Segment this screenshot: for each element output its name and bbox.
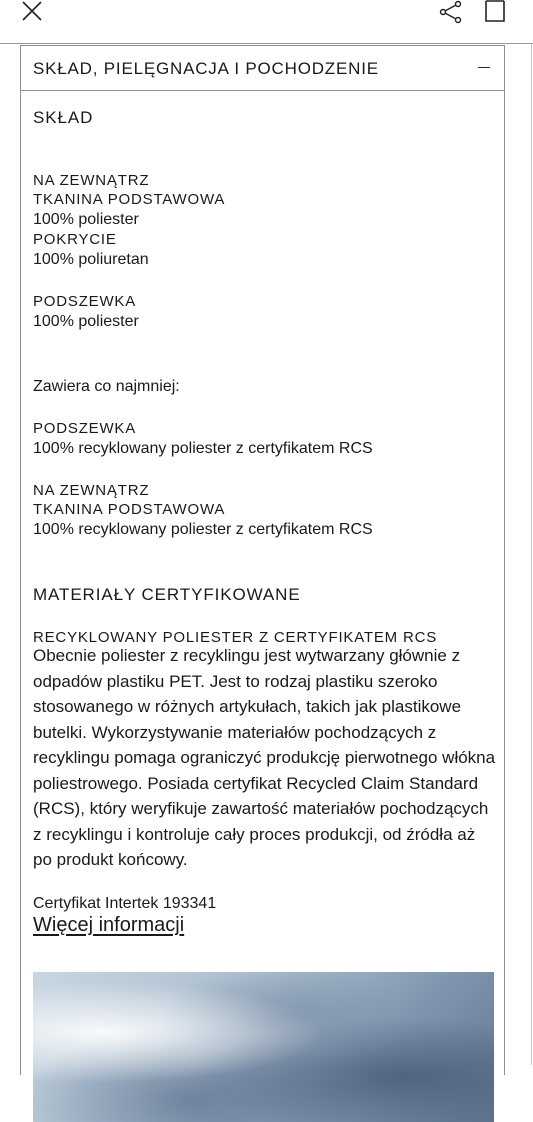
certified-heading: MATERIAŁY CERTYFIKOWANE <box>33 585 301 604</box>
coating-value: 100% poliuretan <box>33 251 149 268</box>
close-icon[interactable] <box>20 0 44 24</box>
minus-icon[interactable] <box>478 67 490 68</box>
recycled-material-image <box>33 972 494 1122</box>
min-lining-label: PODSZEWKA <box>33 420 137 437</box>
min-base-fabric-label: TKANINA PODSTAWOWA <box>33 501 226 518</box>
certified-sub-heading: RECYKLOWANY POLIESTER Z CERTYFIKATEM RCS <box>33 629 438 646</box>
min-base-fabric-value: 100% recyklowany poliester z certyfikatem RCS <box>33 521 373 538</box>
composition-heading: SKŁAD <box>33 108 94 127</box>
certified-description: Obecnie poliester z recyklingu jest wytwarzany głównie z odpadów plastiku PET. Jest to rodzaj plastiku szeroko stosowanego w różnych artykułach, takich jak plastikowe butelki. Wykorzystywanie materiałów pochodzących z recyklingu pomaga ograniczyć produkcję pierwotnego włókna poliestrowego. Posiada certyfikat Recycled Claim Standard (RCS), który weryfikuje zawartość materiałów pochodzących z recyklingu i kontroluje cały proces produkcji, od źródła aż po produkt końcowy. <box>33 646 496 869</box>
min-outer-label: NA ZEWNĄTRZ <box>33 482 150 499</box>
lining-value: 100% poliester <box>33 313 139 330</box>
outer-label: NA ZEWNĄTRZ <box>33 172 150 189</box>
share-icon[interactable] <box>438 0 464 24</box>
page-edge-divider <box>531 44 532 1065</box>
shopping-bag-icon[interactable] <box>483 0 507 24</box>
accordion-title: SKŁAD, PIELĘGNACJA I POCHODZENIE <box>33 59 379 78</box>
base-fabric-value: 100% poliester <box>33 211 139 228</box>
top-bar <box>0 0 533 44</box>
composition-accordion <box>20 45 505 1075</box>
min-lining-value: 100% recyklowany poliester z certyfikatem RCS <box>33 440 373 457</box>
more-info-link[interactable]: Więcej informacji <box>33 914 185 936</box>
certificate-number: Certyfikat Intertek 193341 <box>33 895 217 912</box>
base-fabric-label: TKANINA PODSTAWOWA <box>33 191 226 208</box>
accordion-header[interactable] <box>21 46 504 91</box>
lining-label: PODSZEWKA <box>33 293 137 310</box>
coating-label: POKRYCIE <box>33 231 117 248</box>
contains-at-least: Zawiera co najmniej: <box>33 378 180 395</box>
